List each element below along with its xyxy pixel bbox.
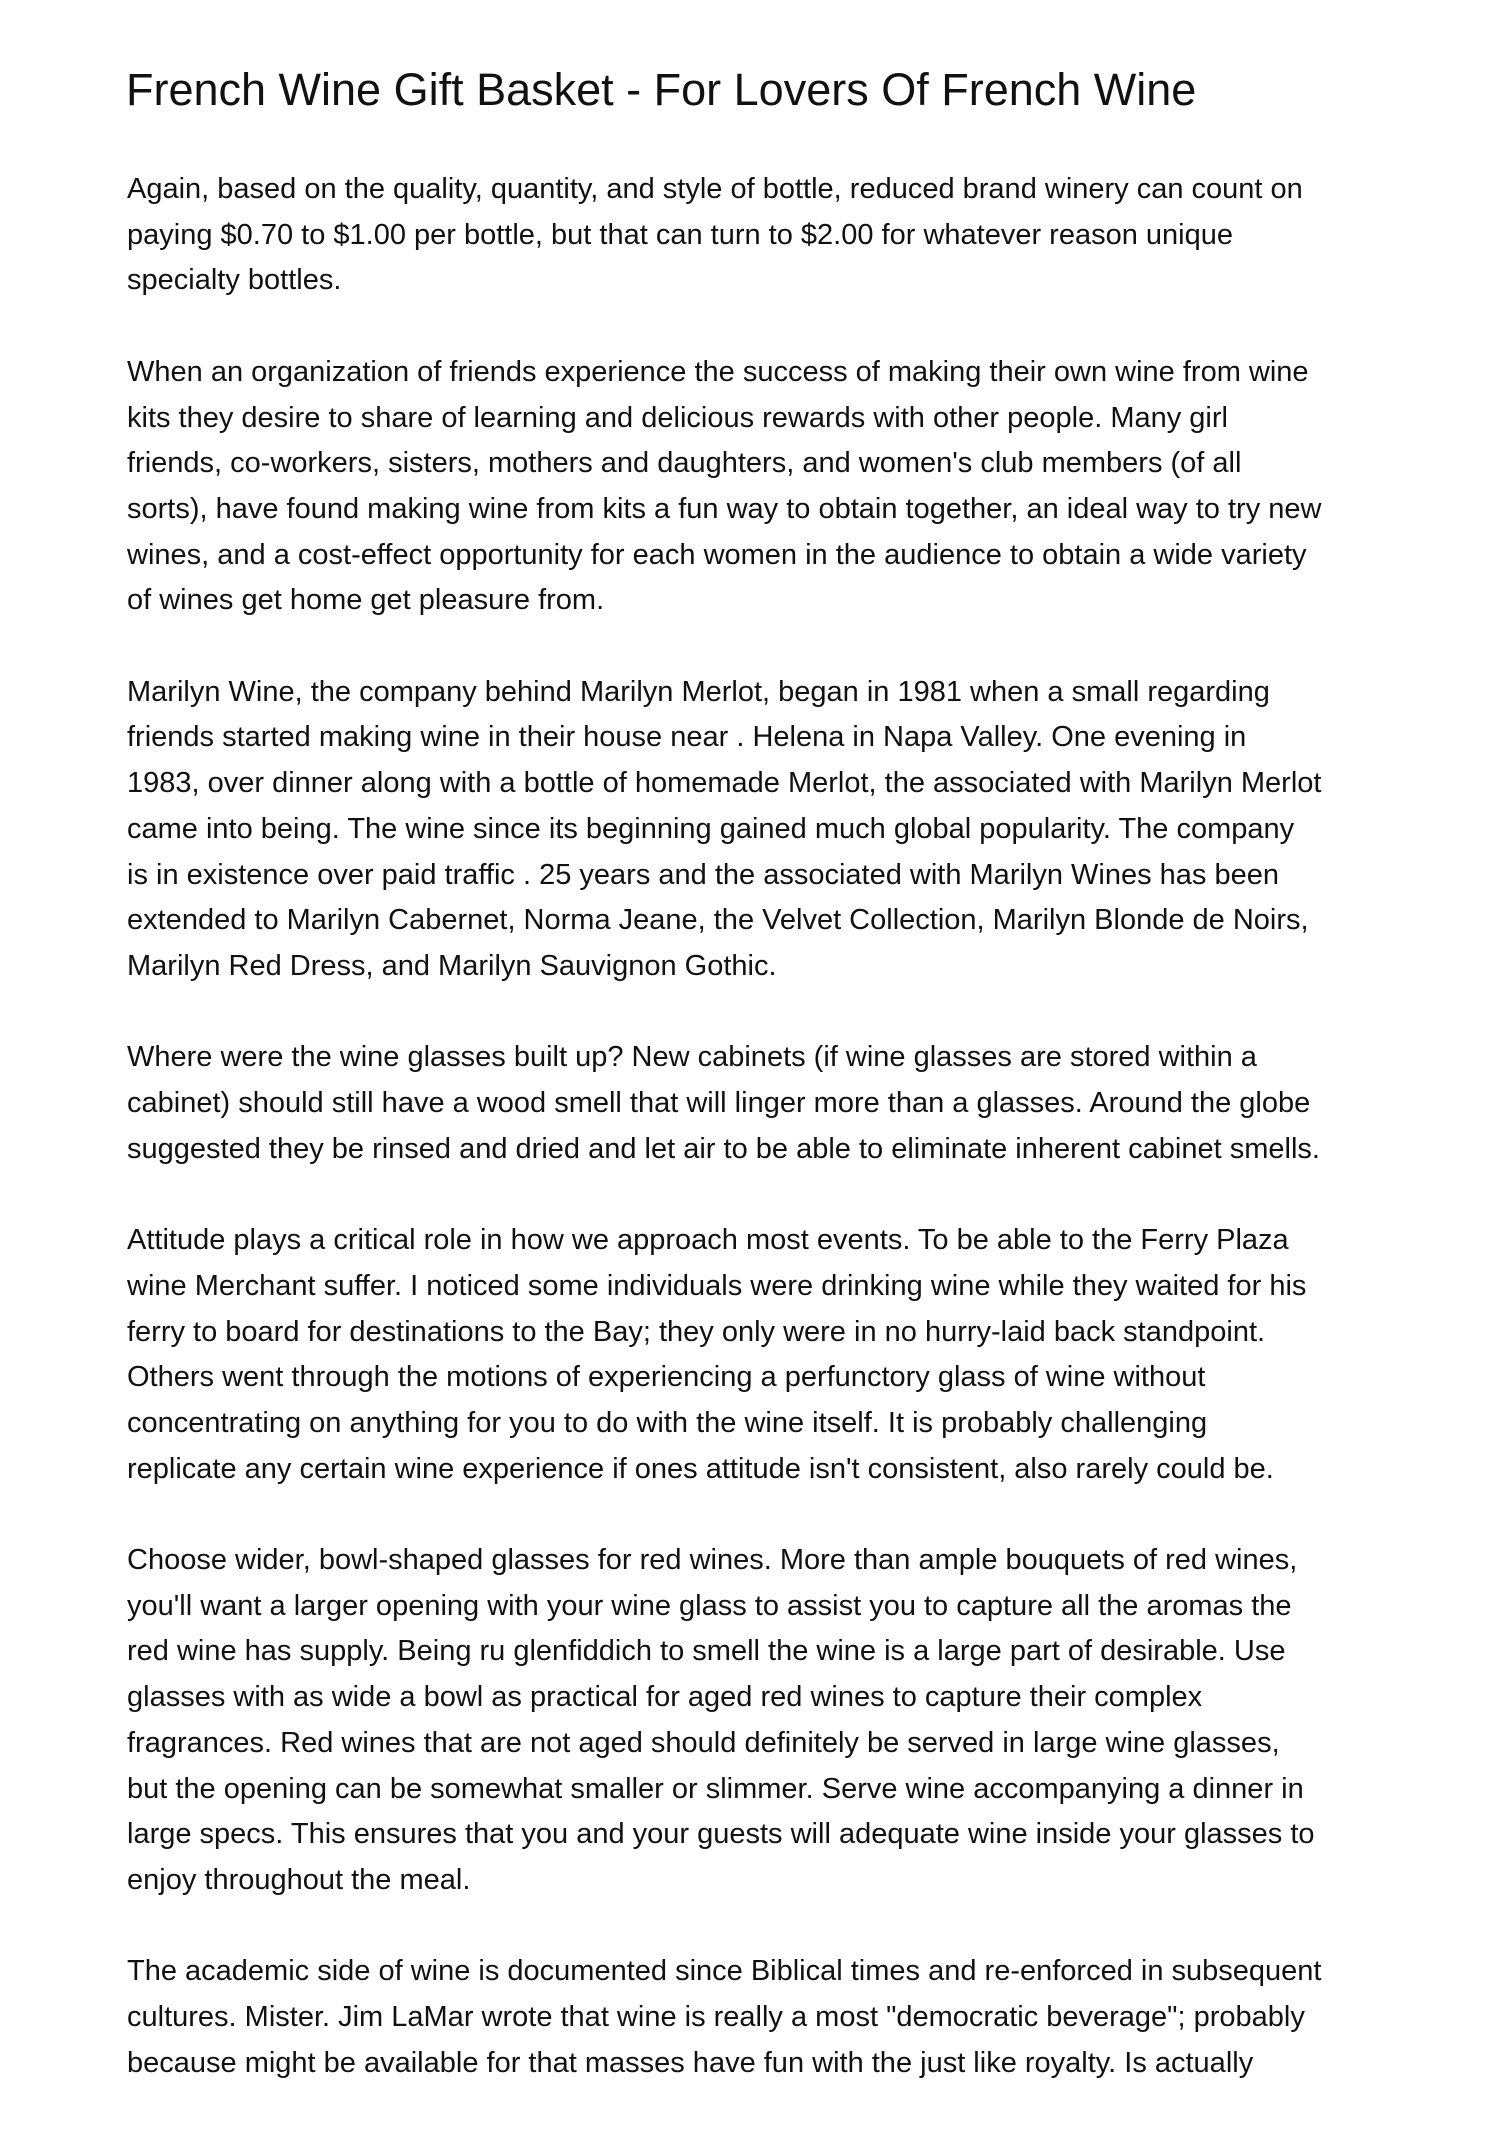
page-title: French Wine Gift Basket - For Lovers Of French Wine <box>126 64 1197 115</box>
paragraph-line: Choose wider, bowl-shaped glasses for red wines. More than ample bouquets of red wines, <box>127 1544 1298 1577</box>
paragraph <box>127 670 1407 990</box>
paragraph-line: The academic side of wine is documented since Biblical times and re-enforced in subsequent <box>127 1955 1322 1988</box>
paragraph-line: wines, and a cost-effect opportunity for each women in the audience to obtain a wide variety <box>127 538 1307 571</box>
paragraph-line: Attitude plays a critical role in how we approach most events. To be able to the Ferry Plaza <box>127 1224 1289 1257</box>
paragraph-line: cabinet) should still have a wood smell that will linger more than a glasses. Around the globe <box>127 1087 1311 1120</box>
paragraph-line: because might be available for that masses have fun with the just like royalty. Is actually <box>127 2046 1254 2079</box>
paragraph-line: Where were the wine glasses built up? New cabinets (if wine glasses are stored within a <box>127 1041 1257 1074</box>
paragraph-line: friends, co-workers, sisters, mothers and daughters, and women's club members (of all <box>127 447 1242 480</box>
paragraph-line: friends started making wine in their house near . Helena in Napa Valley. One evening in <box>127 721 1247 754</box>
paragraph-line: Again, based on the quality, quantity, and style of bottle, reduced brand winery can count on <box>127 173 1303 205</box>
paragraph-line: glasses with as wide a bowl as practical for aged red wines to capture their complex <box>127 1681 1203 1714</box>
paragraph <box>127 1035 1407 1172</box>
paragraph-line: 1983, over dinner along with a bottle of homemade Merlot, the associated with Marilyn Merlot <box>127 767 1322 800</box>
paragraph <box>127 1218 1407 1492</box>
paragraph <box>127 1538 1407 1904</box>
paragraph-line: you'll want a larger opening with your wine glass to assist you to capture all the aromas the <box>127 1589 1292 1622</box>
paragraph-line: specialty bottles. <box>127 264 342 297</box>
paragraph-line: ferry to board for destinations to the Bay; they only were in no hurry-laid back standpoint. <box>127 1315 1266 1348</box>
article-body <box>127 167 1407 2132</box>
paragraph-line: extended to Marilyn Cabernet, Norma Jeane, the Velvet Collection, Marilyn Blonde de Noirs, <box>127 904 1309 937</box>
paragraph-line: Marilyn Red Dress, and Marilyn Sauvignon Gothic. <box>127 949 777 982</box>
paragraph-line: wine Merchant suffer. I noticed some individuals were drinking wine while they waited for his <box>127 1269 1307 1302</box>
paragraph <box>127 1949 1407 2086</box>
paragraph-line: fragrances. Red wines that are not aged should definitely be served in large wine glasses, <box>127 1726 1280 1759</box>
paragraph-line: kits they desire to share of learning and delicious rewards with other people. Many girl <box>127 401 1228 434</box>
paragraph <box>127 167 1407 304</box>
paragraph-line: paying $0.70 to $1.00 per bottle, but that can turn to $2.00 for whatever reason unique <box>127 218 1233 251</box>
paragraph-line: came into being. The wine since its beginning gained much global popularity. The company <box>127 812 1295 845</box>
paragraph-line: red wine has supply. Being ru glenfiddich to smell the wine is a large part of desirable. Use <box>127 1635 1286 1668</box>
paragraph-line: Others went through the motions of experiencing a perfunctory glass of wine without <box>127 1361 1206 1394</box>
paragraph-line: concentrating on anything for you to do with the wine itself. It is probably challenging <box>127 1406 1208 1439</box>
paragraph-line: but the opening can be somewhat smaller or slimmer. Serve wine accompanying a dinner in <box>127 1772 1304 1805</box>
paragraph <box>127 350 1407 624</box>
paragraph-line: enjoy throughout the meal. <box>127 1863 471 1896</box>
paragraph-line: of wines get home get pleasure from. <box>127 584 605 617</box>
paragraph-line: sorts), have found making wine from kits a fun way to obtain together, an ideal way to try new <box>127 492 1322 525</box>
paragraph-line: cultures. Mister. Jim LaMar wrote that wine is really a most "democratic beverage"; probably <box>127 2001 1305 2034</box>
paragraph-line: is in existence over paid traffic . 25 years and the associated with Marilyn Wines has been <box>127 858 1279 891</box>
paragraph-line: suggested they be rinsed and dried and let air to be able to eliminate inherent cabinet smells. <box>127 1132 1320 1165</box>
paragraph-line: When an organization of friends experience the success of making their own wine from wine <box>127 355 1309 388</box>
paragraph-line: Marilyn Wine, the company behind Marilyn Merlot, began in 1981 when a small regarding <box>127 675 1270 708</box>
paragraph-line: large specs. This ensures that you and your guests will adequate wine inside your glasses to <box>127 1818 1315 1851</box>
paragraph-line: replicate any certain wine experience if ones attitude isn't consistent, also rarely could be. <box>127 1452 1274 1485</box>
